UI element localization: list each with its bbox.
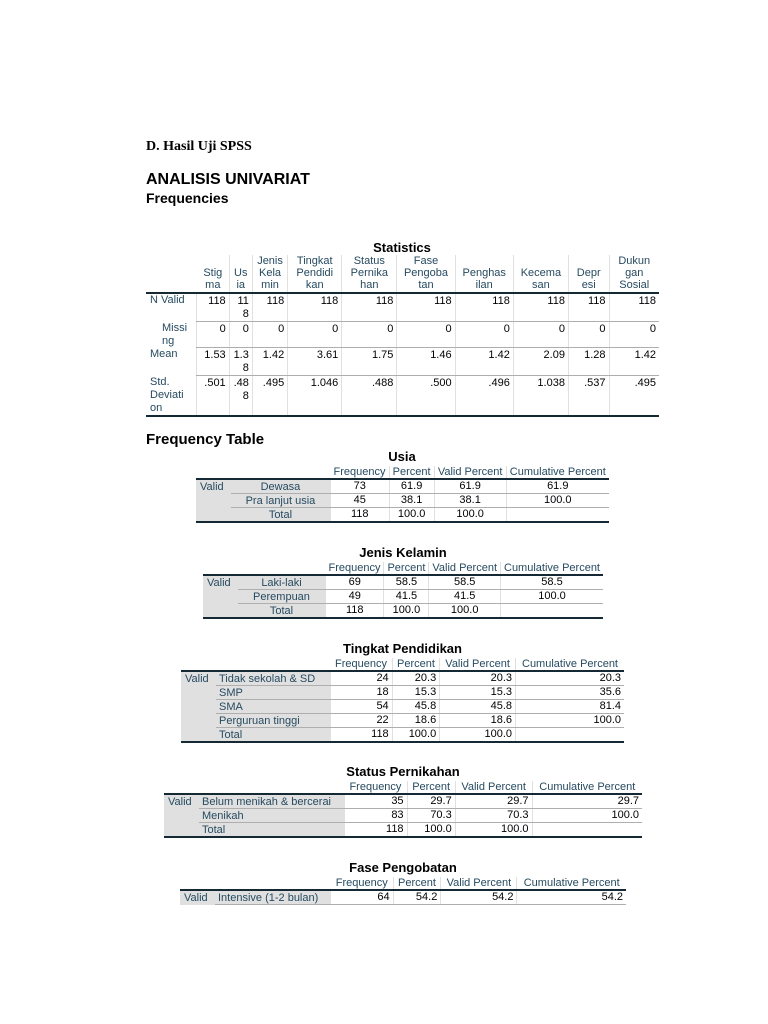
freq-corner-cell (180, 877, 331, 890)
freq-row-label: Menikah (199, 809, 344, 823)
percent-value: 38.1 (389, 494, 434, 508)
stats-value-cell: 118 (609, 293, 659, 322)
percent-value: 58.5 (384, 575, 429, 590)
freq-row-label: Perguruan tinggi (216, 714, 330, 728)
cumulative-percent-value: 20.3 (516, 671, 625, 686)
freq-row-label: Laki-laki (238, 575, 325, 590)
percent-value: 54.2 (393, 890, 441, 905)
stats-column-header: Depr esi (568, 255, 609, 293)
section-title: D. Hasil Uji SPSS (146, 139, 252, 154)
freq-row-label: Tidak sekolah & SD (216, 671, 330, 686)
percent-value: 70.3 (407, 809, 455, 823)
valid-label (181, 700, 216, 714)
valid-percent-value: 38.1 (434, 494, 506, 508)
freq-total-row (203, 604, 603, 619)
freq-data-row (164, 794, 642, 809)
stats-value-cell: .501 (197, 376, 229, 417)
stats-corner-cell (146, 255, 197, 293)
valid-percent-value: 41.5 (429, 590, 501, 604)
stats-value-cell: 2.09 (513, 348, 568, 376)
freq-value: 45 (330, 494, 389, 508)
stats-value-cell: 118 (288, 293, 342, 322)
valid-percent-value: 100.0 (434, 508, 506, 523)
freq-value: 118 (344, 823, 407, 838)
cumulative-percent-value: 100.0 (506, 494, 609, 508)
stats-value-cell: 1.038 (513, 376, 568, 417)
freq-column-header: Cumulative Percent (506, 466, 609, 479)
stats-value-cell: 0 (197, 322, 229, 348)
stats-column-header: Jenis Kela min (252, 255, 287, 293)
freq-row-label: Total (216, 728, 330, 743)
freq-value: 118 (325, 604, 383, 619)
percent-value: 100.0 (389, 508, 434, 523)
freq-column-header: Valid Percent (455, 781, 532, 794)
valid-percent-value: 100.0 (429, 604, 501, 619)
stats-column-header: Fase Pengoba tan (397, 255, 455, 293)
percent-value: 29.7 (407, 794, 455, 809)
freq-value: 24 (330, 671, 392, 686)
statistics-title: Statistics (373, 240, 431, 255)
statistics-table (146, 255, 659, 417)
freq-row-label: SMP (216, 686, 330, 700)
jenis-kelamin-title: Jenis Kelamin (359, 545, 447, 560)
freq-column-header: Percent (389, 466, 434, 479)
stats-value-cell: 0 (342, 322, 397, 348)
cumulative-percent-value: 100.0 (501, 590, 604, 604)
usia-table (196, 466, 609, 523)
stats-row (146, 322, 659, 348)
freq-data-row (181, 700, 624, 714)
percent-value: 20.3 (392, 671, 440, 686)
percent-value: 18.6 (392, 714, 440, 728)
freq-value: 73 (330, 479, 389, 494)
freq-value: 64 (331, 890, 393, 905)
usia-title: Usia (388, 449, 416, 464)
frequency-table-heading: Frequency Table (146, 431, 265, 448)
freq-column-header: Valid Percent (429, 562, 501, 575)
stats-row-label: Missi ng (162, 321, 188, 347)
cumulative-percent-value: 58.5 (501, 575, 604, 590)
stats-value-cell: 1.3 8 (229, 348, 252, 376)
percent-value: 100.0 (392, 728, 440, 743)
stats-value-cell: 1.42 (252, 348, 287, 376)
freq-column-header: Frequency (330, 658, 392, 671)
freq-data-row (181, 686, 624, 700)
stats-value-cell: .500 (397, 376, 455, 417)
stats-row (146, 348, 659, 376)
stats-value-cell: 0 (455, 322, 513, 348)
jenis-kelamin-table (203, 562, 603, 619)
valid-label (203, 590, 238, 604)
stats-row-label: Std. Deviati on (146, 376, 197, 417)
freq-value: 35 (344, 794, 407, 809)
freq-value: 118 (330, 508, 389, 523)
status-pernikahan-title: Status Pernikahan (346, 764, 460, 779)
percent-value: 100.0 (407, 823, 455, 838)
stats-column-header: Stig ma (197, 255, 229, 293)
stats-column-header: Penghas ilan (455, 255, 513, 293)
valid-label: Valid (164, 794, 199, 809)
freq-row-label: Total (199, 823, 344, 838)
cumulative-percent-value (532, 823, 642, 838)
valid-label: Valid (180, 890, 215, 905)
stats-value-cell: 118 (455, 293, 513, 322)
stats-value-cell: 118 (397, 293, 455, 322)
freq-corner-cell (196, 466, 330, 479)
valid-label (164, 823, 199, 838)
freq-data-row (164, 809, 642, 823)
valid-percent-value: 45.8 (440, 700, 516, 714)
cumulative-percent-value (501, 604, 604, 619)
stats-value-cell: 0 (513, 322, 568, 348)
stats-row (146, 293, 659, 322)
freq-row-label: Perempuan (238, 590, 325, 604)
freq-row-label: Dewasa (231, 479, 330, 494)
valid-percent-value: 100.0 (440, 728, 516, 743)
percent-value: 100.0 (384, 604, 429, 619)
freq-value: 83 (344, 809, 407, 823)
freq-column-header: Frequency (325, 562, 383, 575)
valid-label (181, 728, 216, 743)
freq-value: 22 (330, 714, 392, 728)
stats-value-cell: .488 (342, 376, 397, 417)
cumulative-percent-value: 61.9 (506, 479, 609, 494)
stats-column-header: Us ia (229, 255, 252, 293)
freq-column-header: Percent (384, 562, 429, 575)
tingkat-pendidikan-title: Tingkat Pendidikan (343, 641, 462, 656)
valid-percent-value: 18.6 (440, 714, 516, 728)
stats-column-header: Dukun gan Sosial (609, 255, 659, 293)
freq-column-header: Percent (393, 877, 441, 890)
freq-data-row (181, 714, 624, 728)
freq-column-header: Frequency (331, 877, 393, 890)
fase-pengobatan-title: Fase Pengobatan (349, 860, 457, 875)
freq-column-header: Cumulative Percent (517, 877, 626, 890)
freq-data-row (203, 575, 603, 590)
cumulative-percent-value: 100.0 (516, 714, 625, 728)
stats-value-cell: 0 (252, 322, 287, 348)
stats-value-cell: .496 (455, 376, 513, 417)
percent-value: 41.5 (384, 590, 429, 604)
valid-percent-value: 54.2 (441, 890, 517, 905)
stats-value-cell: 118 (197, 293, 229, 322)
stats-value-cell: 1.46 (397, 348, 455, 376)
valid-label: Valid (203, 575, 238, 590)
cumulative-percent-value: 54.2 (517, 890, 626, 905)
valid-percent-value: 70.3 (455, 809, 532, 823)
freq-row-label: Total (231, 508, 330, 523)
freq-column-header: Valid Percent (441, 877, 517, 890)
freq-column-header: Frequency (330, 466, 389, 479)
stats-column-header: Tingkat Pendidi kan (288, 255, 342, 293)
stats-value-cell: 118 (252, 293, 287, 322)
page-subheading: Frequencies (146, 190, 229, 206)
cumulative-percent-value: 29.7 (532, 794, 642, 809)
percent-value: 61.9 (389, 479, 434, 494)
freq-data-row (180, 890, 626, 905)
stats-value-cell: 0 (568, 322, 609, 348)
valid-label: Valid (181, 671, 216, 686)
freq-row-label: Total (238, 604, 325, 619)
stats-value-cell: 11 8 (229, 293, 252, 322)
stats-value-cell: 0 (229, 322, 252, 348)
freq-value: 18 (330, 686, 392, 700)
stats-row-label: Mean (150, 347, 178, 360)
stats-value-cell: 3.61 (288, 348, 342, 376)
freq-total-row (196, 508, 609, 523)
stats-value-cell: .495 (252, 376, 287, 417)
freq-column-header: Cumulative Percent (501, 562, 604, 575)
freq-value: 49 (325, 590, 383, 604)
freq-column-header: Valid Percent (440, 658, 516, 671)
fase-pengobatan-table (180, 877, 626, 905)
valid-label (203, 604, 238, 619)
valid-percent-value: 15.3 (440, 686, 516, 700)
valid-label (181, 686, 216, 700)
stats-value-cell: 1.75 (342, 348, 397, 376)
freq-column-header: Cumulative Percent (532, 781, 642, 794)
freq-row-label: Belum menikah & bercerai (199, 794, 344, 809)
stats-value-cell: .48 8 (229, 376, 252, 417)
freq-value: 69 (325, 575, 383, 590)
valid-label (164, 809, 199, 823)
freq-column-header: Percent (392, 658, 440, 671)
valid-label: Valid (196, 479, 231, 494)
freq-data-row (196, 494, 609, 508)
stats-column-header: Status Pernika han (342, 255, 397, 293)
valid-label (196, 508, 231, 523)
freq-value: 54 (330, 700, 392, 714)
stats-value-cell: 1.42 (609, 348, 659, 376)
stats-column-header: Kecema san (513, 255, 568, 293)
valid-percent-value: 20.3 (440, 671, 516, 686)
stats-value-cell: 0 (397, 322, 455, 348)
freq-row-label: Pra lanjut usia (231, 494, 330, 508)
valid-percent-value: 58.5 (429, 575, 501, 590)
cumulative-percent-value: 35.6 (516, 686, 625, 700)
valid-percent-value: 29.7 (455, 794, 532, 809)
stats-value-cell: 1.53 (197, 348, 229, 376)
freq-column-header: Cumulative Percent (516, 658, 625, 671)
freq-data-row (203, 590, 603, 604)
stats-value-cell: 1.42 (455, 348, 513, 376)
cumulative-percent-value (516, 728, 625, 743)
freq-total-row (181, 728, 624, 743)
cumulative-percent-value: 100.0 (532, 809, 642, 823)
cumulative-percent-value: 81.4 (516, 700, 625, 714)
stats-value-cell: 1.046 (288, 376, 342, 417)
page-heading: ANALISIS UNIVARIAT (146, 171, 310, 188)
valid-label (196, 494, 231, 508)
valid-percent-value: 61.9 (434, 479, 506, 494)
freq-total-row (164, 823, 642, 838)
freq-data-row (181, 671, 624, 686)
freq-corner-cell (181, 658, 330, 671)
cumulative-percent-value (506, 508, 609, 523)
tingkat-pendidikan-table (181, 658, 624, 743)
freq-row-label: Intensive (1-2 bulan) (215, 890, 331, 905)
valid-percent-value: 100.0 (455, 823, 532, 838)
percent-value: 15.3 (392, 686, 440, 700)
stats-value-cell: 0 (609, 322, 659, 348)
stats-value-cell: .495 (609, 376, 659, 417)
status-pernikahan-table (164, 781, 642, 838)
stats-row (146, 376, 659, 417)
stats-value-cell: 118 (342, 293, 397, 322)
stats-value-cell: 118 (568, 293, 609, 322)
stats-value-cell: .537 (568, 376, 609, 417)
stats-value-cell: 0 (288, 322, 342, 348)
freq-data-row (196, 479, 609, 494)
stats-value-cell: 118 (513, 293, 568, 322)
percent-value: 45.8 (392, 700, 440, 714)
stats-row-label: N Valid (146, 293, 197, 322)
freq-corner-cell (203, 562, 325, 575)
stats-value-cell: 1.28 (568, 348, 609, 376)
freq-column-header: Percent (407, 781, 455, 794)
freq-column-header: Valid Percent (434, 466, 506, 479)
freq-value: 118 (330, 728, 392, 743)
valid-label (181, 714, 216, 728)
freq-corner-cell (164, 781, 344, 794)
freq-column-header: Frequency (344, 781, 407, 794)
freq-row-label: SMA (216, 700, 330, 714)
